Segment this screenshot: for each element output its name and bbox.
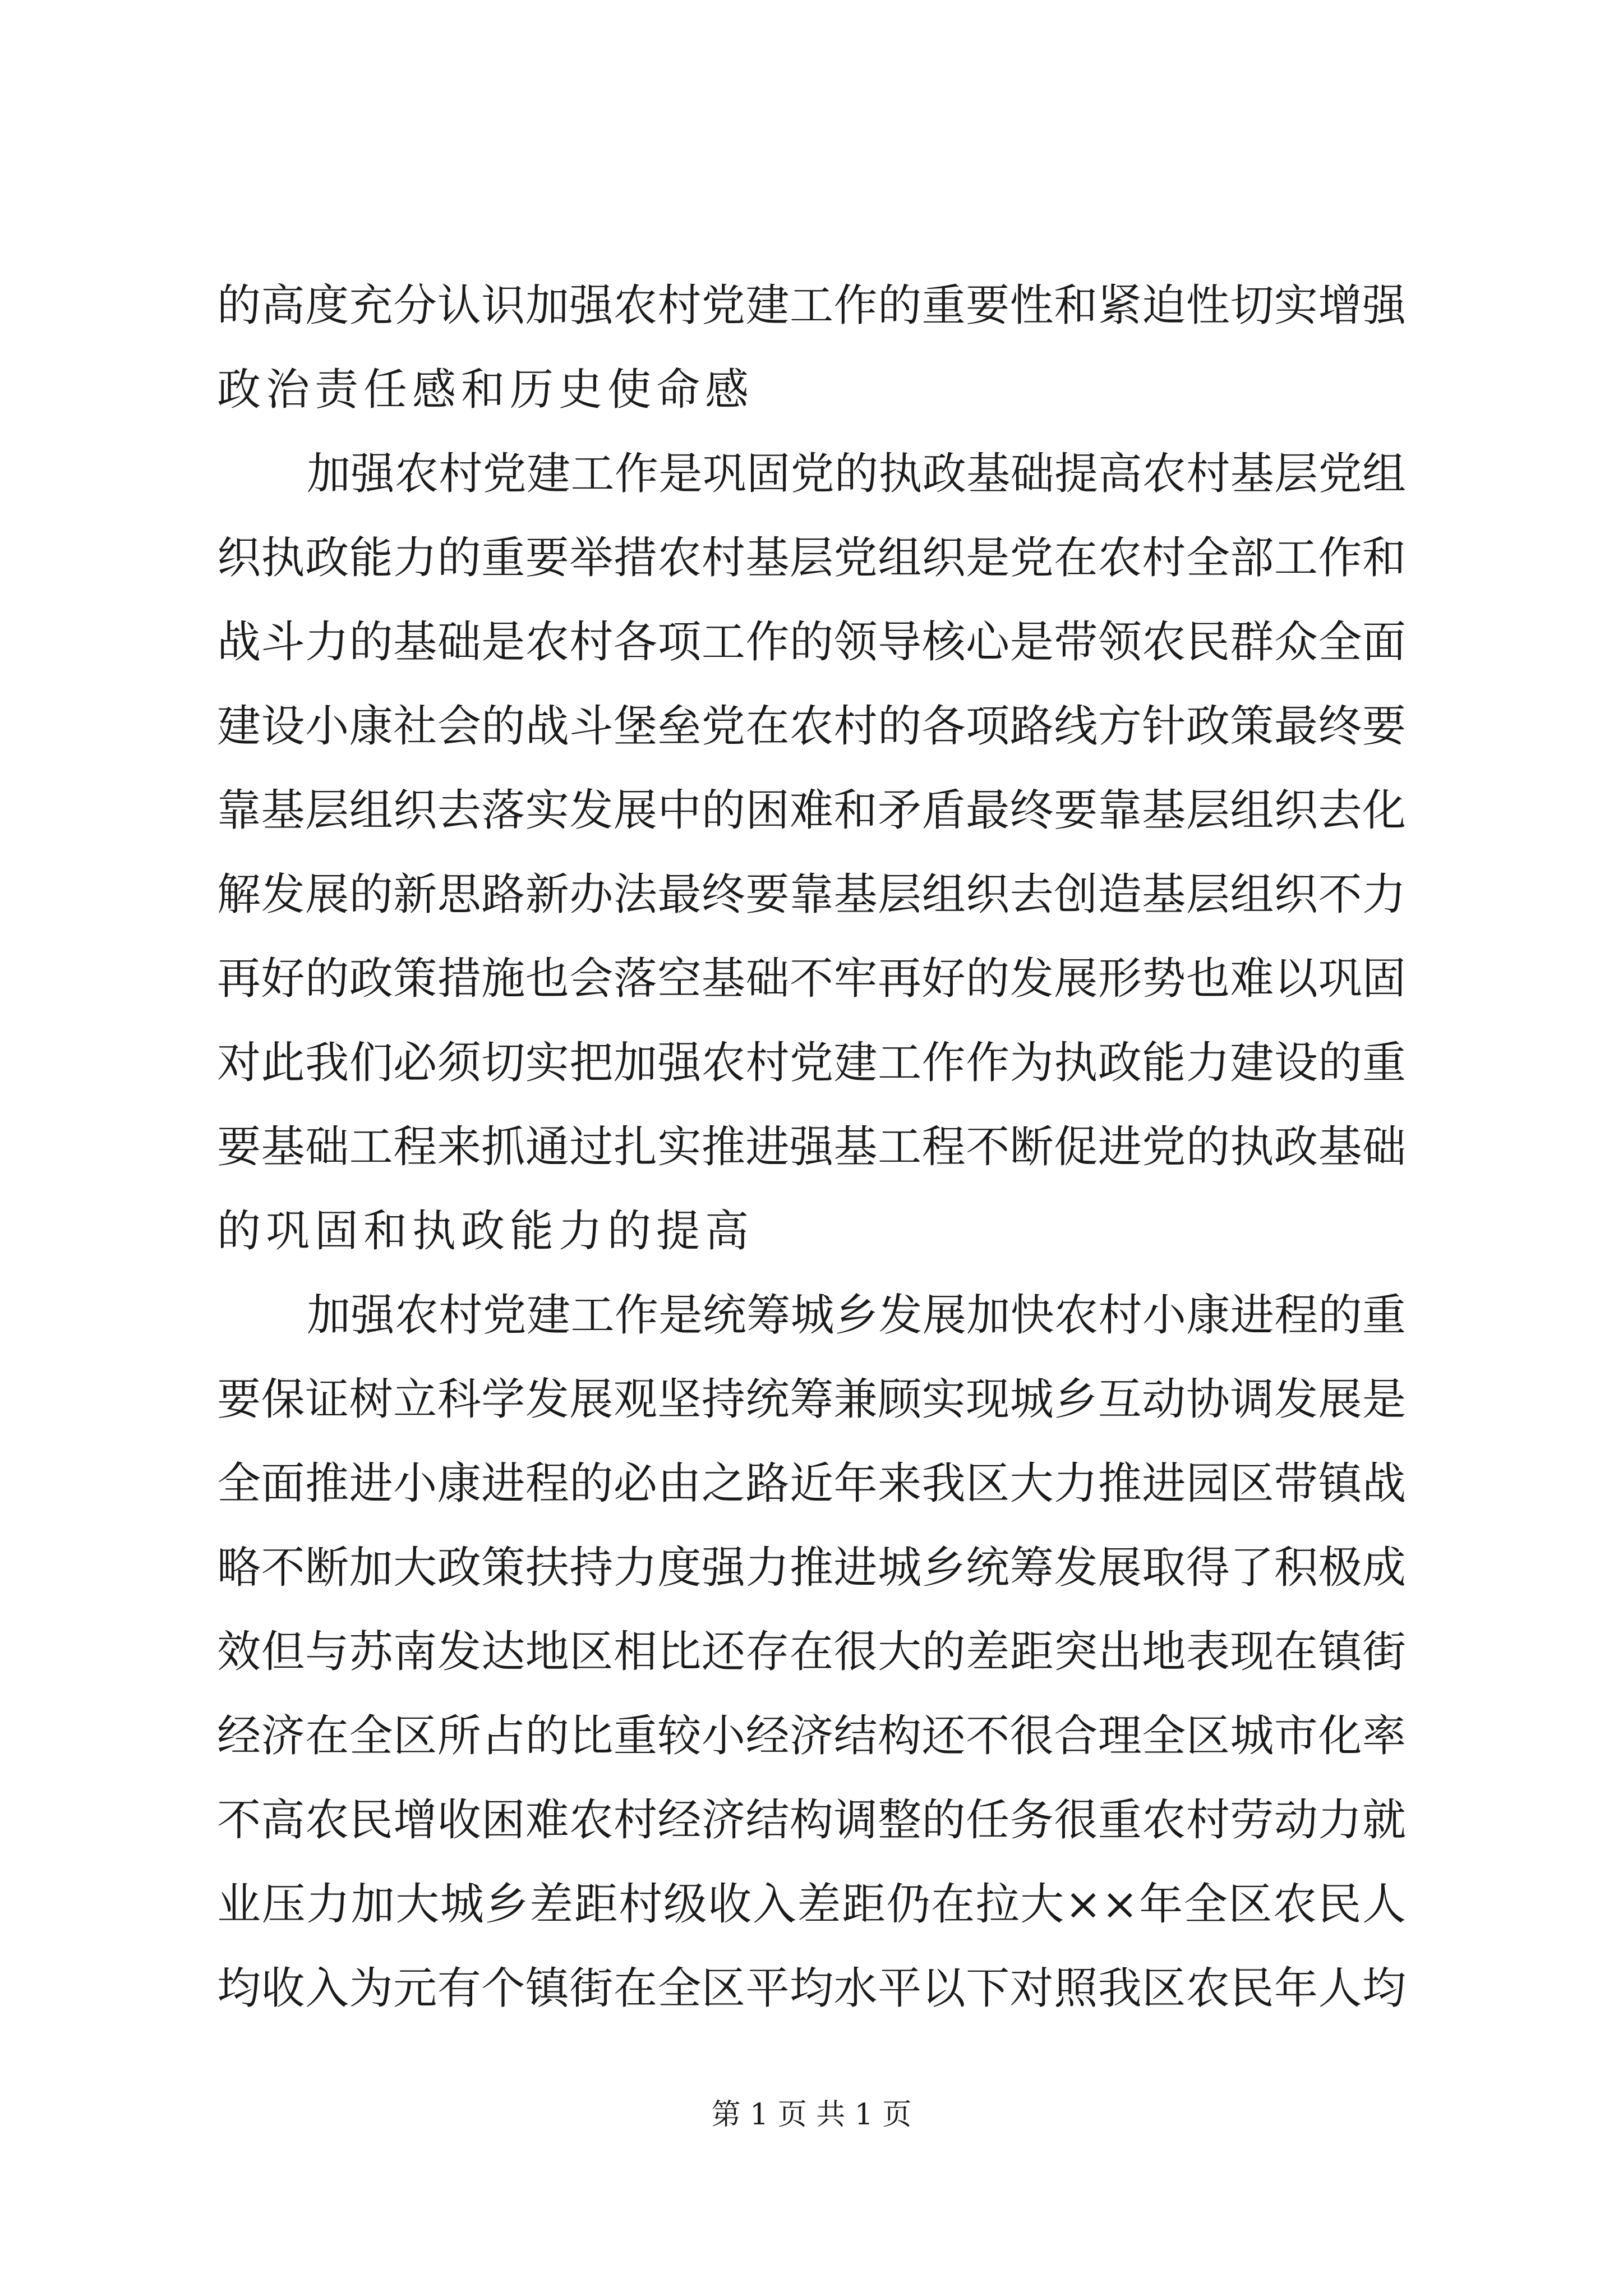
page-footer: 第 1 页 共 1 页 (711, 2098, 912, 2132)
text-line: 政治责任感和历史使命感 (217, 365, 754, 415)
text-line: 要基础工程来抓通过扎实推进强基工程不断促进党的执政基础 (217, 1122, 1406, 1172)
text-line: 的巩固和执政能力的提高 (217, 1206, 754, 1257)
text-line: 加强农村党建工作是巩固党的执政基础提高农村基层党组 (307, 449, 1406, 499)
text-line: 再好的政策措施也会落空基础不牢再好的发展形势也难以巩固 (217, 954, 1406, 1004)
text-line: 战斗力的基础是农村各项工作的领导核心是带领农民群众全面 (217, 617, 1406, 668)
text-line: 均收入为元有个镇街在全区平均水平以下对照我区农民年人均 (217, 1963, 1406, 2014)
text-line: 解发展的新思路新办法最终要靠基层组织去创造基层组织不力 (217, 869, 1406, 920)
text-line: 略不断加大政策扶持力度强力推进城乡统筹发展取得了积极成 (217, 1543, 1406, 1593)
text-line: 全面推进小康进程的必由之路近年来我区大力推进园区带镇战 (217, 1458, 1406, 1509)
text-line: 加强农村党建工作是统筹城乡发展加快农村小康进程的重 (307, 1290, 1406, 1341)
text-line: 的高度充分认识加强农村党建工作的重要性和紧迫性切实增强 (217, 280, 1406, 331)
document-body (217, 264, 1406, 2031)
text-line: 效但与苏南发达地区相比还存在很大的差距突出地表现在镇街 (217, 1627, 1406, 1677)
text-line: 对此我们必须切实把加强农村党建工作作为执政能力建设的重 (217, 1038, 1406, 1088)
text-line: 不高农民增收困难农村经济结构调整的任务很重农村劳动力就 (217, 1795, 1406, 1846)
text-line: 建设小康社会的战斗堡垒党在农村的各项路线方针政策最终要 (217, 701, 1406, 752)
text-line: 织执政能力的重要举措农村基层党组织是党在农村全部工作和 (217, 533, 1406, 583)
text-line: 要保证树立科学发展观坚持统筹兼顾实现城乡互动协调发展是 (217, 1374, 1406, 1425)
text-line: 靠基层组织去落实发展中的困难和矛盾最终要靠基层组织去化 (217, 785, 1406, 836)
text-line: 业压力加大城乡差距村级收入差距仍在拉大××年全区农民人 (217, 1879, 1406, 1930)
text-line: 经济在全区所占的比重较小经济结构还不很合理全区城市化率 (217, 1711, 1406, 1761)
